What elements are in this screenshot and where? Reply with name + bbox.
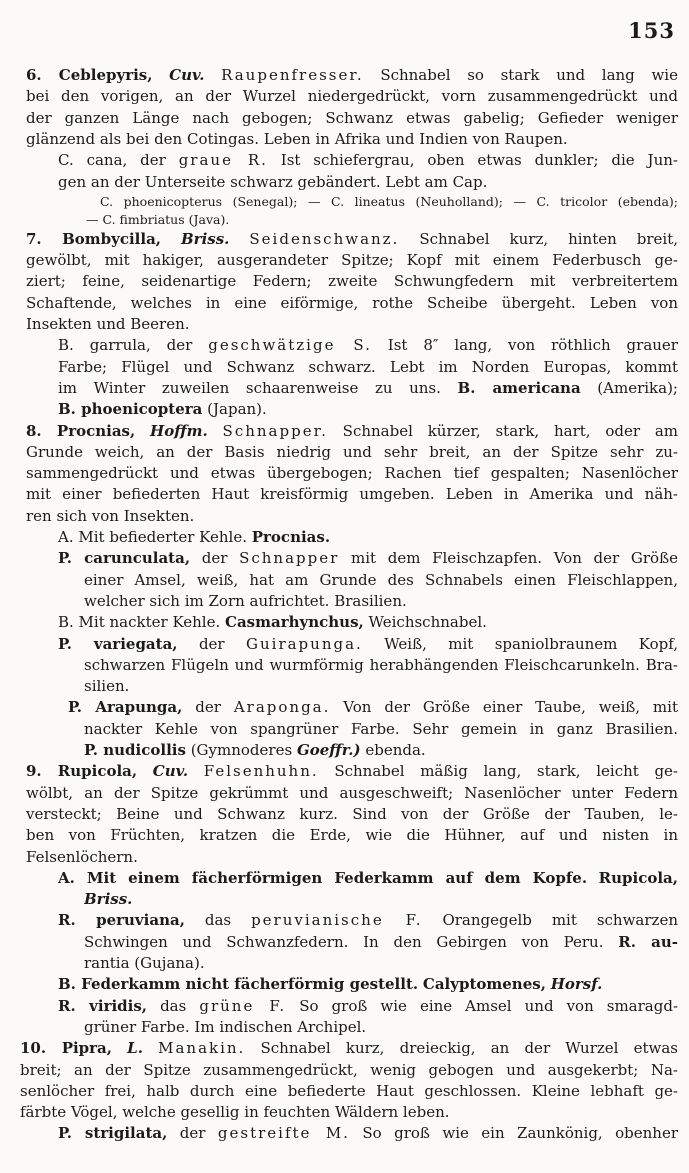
text: Schnabel kürzer, stark, hart, oder am: [342, 421, 678, 440]
common-name: Schnapper.: [222, 421, 328, 440]
text-line: glänzend als bei den Cotingas. Leben in Afrika und Indien von Raupen.: [26, 129, 568, 148]
text: das: [160, 996, 187, 1015]
text-line: [20, 1037, 678, 1059]
text: (Japan).: [207, 400, 267, 419]
text-line: gewölbt, mit hakiger, ausgerandeter Spitze; Kopf mit einem Federbusch ge-: [26, 251, 678, 270]
text-line: breit; an der Spitze zusammengedrückt, wenig gebogen und ausgekerbt; Na-: [20, 1060, 678, 1079]
subgenus-name: Calyptomenes,: [422, 975, 546, 994]
species-line: [58, 633, 678, 655]
text: Von der Größe einer Taube, weiß, mit: [343, 698, 678, 717]
text-line: [58, 377, 678, 399]
text: Weiß, mit spaniolbraunem Kopf,: [384, 634, 678, 653]
species-name: P. carunculata,: [58, 549, 191, 568]
text-line: silien.: [84, 677, 130, 696]
text-line: grüner Farbe. Im indischen Archipel.: [84, 1017, 367, 1036]
text: A. Mit einem fächerförmigen Federkamm auf dem Kopfe.: [58, 868, 588, 887]
genus-title: 6. Ceblepyris,: [26, 66, 153, 84]
common-name: gestreifte M.: [217, 1124, 350, 1143]
text: der: [166, 336, 193, 355]
author: L.: [127, 1039, 143, 1058]
author: Briss.: [84, 890, 133, 909]
species-line: [68, 696, 678, 718]
text-line: der ganzen Länge nach gebogen; Schwanz etwas gabelig; Gefieder weniger: [26, 108, 678, 127]
text-line: Schaftende, welches in eine eiförmige, rothe Scheibe übergeht. Leben von: [26, 293, 678, 312]
species-name: R. au-: [618, 932, 678, 951]
common-name: Manakin.: [158, 1039, 246, 1058]
text-line: [26, 760, 678, 782]
author: Hoffm.: [150, 421, 208, 440]
text-line: ziert; feine, seidenartige Federn; zweite Schwungfedern mit verbreitertem: [26, 272, 678, 291]
page-number: 153: [628, 18, 675, 43]
common-name: Araponga.: [233, 698, 331, 717]
subgenus-name: Procnias.: [251, 528, 331, 546]
species-name: B. americana: [457, 378, 581, 397]
text-line: versteckt; Beine und Schwanz kurz. Sind von der Größe der Tauben, le-: [26, 804, 678, 823]
text-line: [84, 739, 678, 761]
text: Schnabel kurz, dreieckig, an der Wurzel etwas: [260, 1039, 678, 1058]
subsection-heading: [58, 867, 678, 889]
text-line: senlöcher frei, halb durch eine befiederte Haut geschlossen. Kleine lebhaft ge-: [20, 1081, 678, 1100]
text-line: [26, 228, 678, 250]
author: Cuv.: [152, 762, 189, 781]
text: der: [201, 549, 228, 568]
subsection-heading: [58, 973, 678, 995]
text-line: [84, 888, 678, 910]
author: Cuv.: [169, 66, 205, 84]
species-line: [58, 995, 678, 1017]
text: Schnabel so stark und lang wie: [380, 66, 678, 84]
text: So groß wie ein Zaunkönig, obenher: [362, 1124, 678, 1143]
species-name: B. phoenicoptera: [58, 400, 203, 419]
text-line: schwarzen Flügeln und wurmförmig herabhängenden Fleischcarunkeln. Bra-: [84, 655, 678, 674]
common-name: geschwätzige S.: [208, 336, 372, 355]
genus-title: 9. Rupicola,: [26, 762, 138, 781]
text: der: [195, 698, 221, 717]
text-line: ren sich von Insekten.: [26, 506, 195, 525]
text-line: färbte Vögel, welche gesellig in feuchten Wäldern leben.: [20, 1103, 450, 1122]
text-line: [58, 398, 678, 420]
common-name: Seidenschwanz.: [249, 229, 400, 248]
text-line: [26, 420, 678, 442]
other-species-line: C. phoenicopterus (Senegal); — C. lineatus (Neuholland); — C. tricolor (ebenda);: [100, 193, 678, 209]
text: der: [140, 151, 166, 170]
text: Ist schiefergrau, oben etwas dunkler; die Jun-: [280, 151, 678, 170]
text: (Amerika);: [597, 378, 678, 397]
species-name: C. cana,: [58, 151, 128, 170]
text-line: rantia (Gujana).: [84, 954, 205, 972]
species-name: P. nudicollis: [84, 741, 186, 759]
text: Orangegelb mit schwarzen: [442, 911, 678, 930]
text: So groß wie eine Amsel und von smaragd-: [299, 996, 678, 1015]
subsection-heading: [58, 526, 678, 548]
text-line: Grunde weich, an der Basis niedrig und sehr breit, an der Spitze sehr zu-: [26, 442, 678, 461]
common-name: grüne F.: [199, 996, 287, 1015]
subsection-heading: [58, 611, 678, 633]
common-name: Guirapunga.: [246, 634, 363, 653]
author: Horsf.: [550, 975, 603, 994]
text: Weichschnabel.: [368, 613, 487, 632]
text: Schnabel kurz, hinten breit,: [419, 229, 678, 248]
text-line: bei den vorigen, an der Wurzel niedergedrückt, vorn zusammengedrückt und: [26, 87, 678, 106]
text: Schwingen und Schwanzfedern. In den Gebirgen von Peru.: [84, 932, 604, 951]
text-line: mit einer befiederten Haut kreisförmig umgeben. Leben in Amerika und näh-: [26, 485, 678, 504]
text: Ist 8″ lang, von röthlich grauer: [387, 336, 678, 355]
text-line: [84, 931, 678, 953]
text-line: [26, 64, 678, 86]
text-line: sammengedrückt und etwas übergebogen; Rachen tief gespalten; Nasenlöcher: [26, 464, 678, 483]
species-line: [58, 909, 678, 931]
text-line: einer Amsel, weiß, hat am Grunde des Schnabels einen Fleischlappen,: [84, 570, 678, 589]
text: B. Federkamm nicht fächerförmig gestellt.: [58, 975, 419, 994]
text-line: Insekten und Beeren.: [26, 315, 190, 333]
text-line: ben von Früchten, kratzen die Erde, wie die Hühner, auf und nisten in: [26, 826, 678, 845]
text: A. Mit befiederter Kehle.: [58, 528, 247, 546]
genus-title: 8. Procnias,: [26, 421, 136, 440]
common-name: Schnapper: [239, 549, 340, 568]
author: Briss.: [181, 229, 230, 248]
text: der: [198, 634, 225, 653]
genus-title: 7. Bombycilla,: [26, 229, 162, 248]
other-species-line: — C. fimbriatus (Java).: [86, 211, 230, 227]
text: B. Mit nackter Kehle.: [58, 613, 221, 632]
species-line: [58, 334, 678, 356]
text-line: wölbt, an der Spitze gekrümmt und ausgeschweift; Nasenlöcher unter Federn: [26, 783, 678, 802]
text: das: [204, 911, 232, 930]
common-name: Felsenhuhn.: [203, 762, 319, 781]
species-name: B. garrula,: [58, 336, 151, 355]
text: ebenda.: [365, 741, 426, 759]
species-line: [58, 547, 678, 569]
author: Goeffr.): [296, 741, 361, 759]
text-line: Farbe; Flügel und Schwanz schwarz. Lebt im Norden Europas, kommt: [58, 357, 678, 376]
text: Schnabel mäßig lang, stark, leicht ge-: [334, 762, 678, 781]
text-line: gen an der Unterseite schwarz gebändert. Lebt am Cap.: [58, 172, 488, 191]
text: mit dem Fleischzapfen. Von der Größe: [350, 549, 678, 568]
species-name: R. peruviana,: [58, 911, 185, 930]
text: im Winter zuweilen schaarenweise zu uns.: [58, 378, 441, 397]
common-name: Raupenfresser.: [221, 66, 364, 84]
subgenus-name: Casmarhynchus,: [225, 613, 364, 632]
subgenus-name: Rupicola,: [598, 868, 678, 887]
genus-title: 10. Pipra,: [20, 1039, 113, 1058]
text: (Gymnoderes: [190, 741, 293, 759]
species-line: [58, 149, 678, 171]
species-name: R. viridis,: [58, 996, 148, 1015]
common-name: graue R.: [178, 151, 268, 170]
species-line: [58, 1122, 678, 1144]
species-name: P. strigilata,: [58, 1124, 168, 1143]
text-line: Felsenlöchern.: [26, 847, 138, 866]
text-line: welcher sich im Zorn aufrichtet. Brasilien.: [84, 591, 407, 610]
species-name: P. variegata,: [58, 634, 178, 653]
species-name: P. Arapunga,: [68, 698, 183, 717]
text-line: nackter Kehle von spangrüner Farbe. Sehr gemein in ganz Brasilien.: [84, 719, 678, 738]
common-name: peruvianische F.: [251, 911, 423, 930]
text: der: [179, 1124, 206, 1143]
